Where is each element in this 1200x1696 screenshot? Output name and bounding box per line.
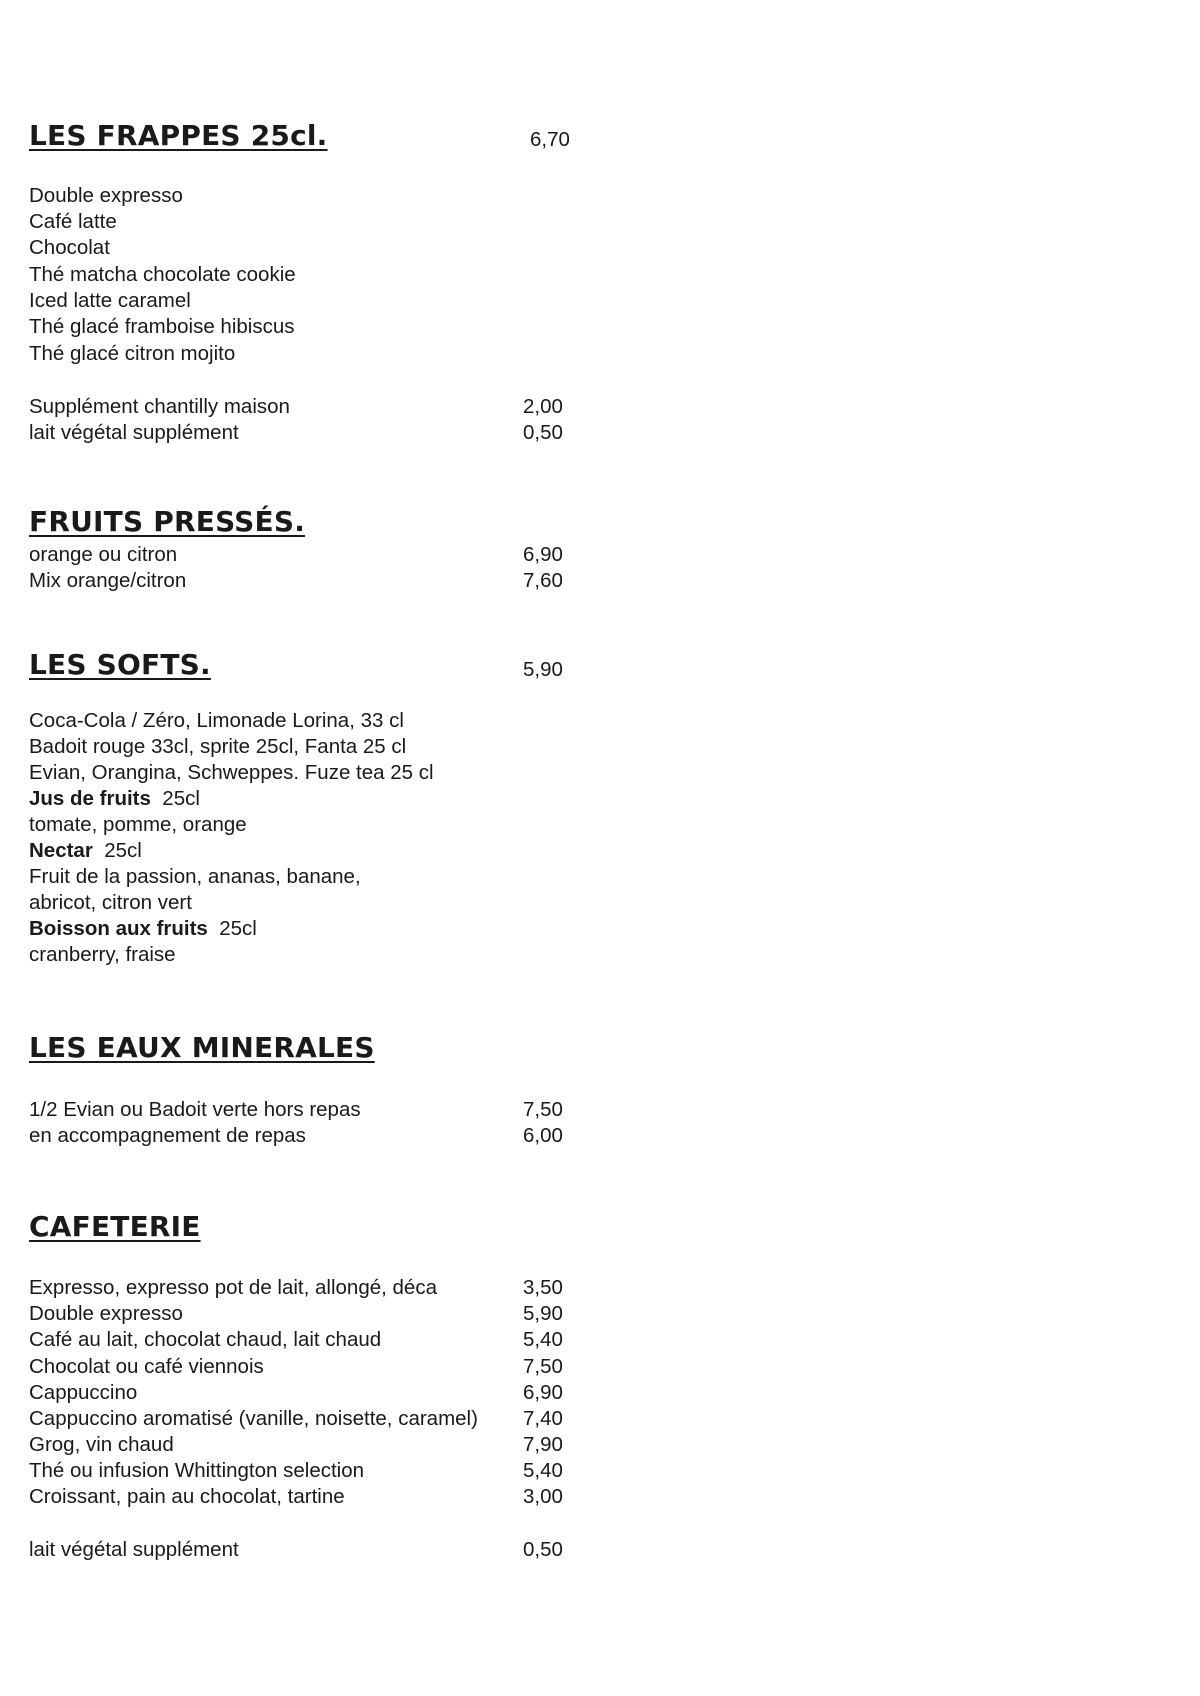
section-title-eaux: LES EAUX MINERALES (29, 1031, 375, 1064)
list-item (29, 838, 142, 864)
list-item: Fruit de la passion, ananas, banane, (29, 865, 361, 888)
extra-price: 2,00 (523, 395, 563, 418)
list-item: Double expresso (29, 184, 183, 207)
list-item: Chocolat (29, 236, 110, 259)
item-label: en accompagnement de repas (29, 1124, 306, 1147)
section-title-softs: LES SOFTS. (29, 648, 211, 681)
frappes-price: 6,70 (530, 128, 570, 151)
item-price: 5,40 (523, 1328, 563, 1351)
subheading-jus: Jus de fruits (29, 787, 151, 810)
section-title-cafeterie: CAFETERIE (29, 1210, 201, 1243)
item-price: 5,90 (523, 1302, 563, 1325)
item-label: Chocolat ou café viennois (29, 1355, 264, 1378)
item-price: 5,40 (523, 1459, 563, 1482)
item-price: 6,00 (523, 1124, 563, 1147)
list-item: Thé matcha chocolate cookie (29, 263, 296, 286)
section-title-fruits: FRUITS PRESSÉS. (29, 505, 306, 538)
section-title-frappes: LES FRAPPES 25cl. (29, 119, 328, 152)
list-item: Thé glacé framboise hibiscus (29, 315, 295, 338)
item-label: Grog, vin chaud (29, 1433, 174, 1456)
list-item: abricot, citron vert (29, 891, 192, 914)
extra-label: lait végétal supplément (29, 421, 239, 444)
item-price: 7,40 (523, 1407, 563, 1430)
list-item: Iced latte caramel (29, 289, 191, 312)
list-item (29, 786, 200, 812)
item-price: 6,90 (523, 1381, 563, 1404)
item-label: Expresso, expresso pot de lait, allongé, déca (29, 1276, 437, 1299)
list-item: Evian, Orangina, Schweppes. Fuze tea 25 cl (29, 761, 434, 784)
size-label: 25cl (162, 787, 200, 810)
list-item: Café latte (29, 210, 117, 233)
item-label: orange ou citron (29, 543, 178, 566)
extra-price: 0,50 (523, 1538, 563, 1561)
list-item (29, 916, 257, 942)
size-label: 25cl (219, 917, 257, 940)
list-item: Badoit rouge 33cl, sprite 25cl, Fanta 25 cl (29, 735, 407, 758)
list-item: tomate, pomme, orange (29, 813, 247, 836)
size-label: 25cl (104, 839, 142, 862)
item-price: 7,50 (523, 1098, 563, 1121)
item-label: Cappuccino (29, 1381, 138, 1404)
item-label: Mix orange/citron (29, 569, 187, 592)
item-label: Thé ou infusion Whittington selection (29, 1459, 365, 1482)
item-price: 7,90 (523, 1433, 563, 1456)
list-item: Thé glacé citron mojito (29, 342, 236, 365)
subheading-boisson: Boisson aux fruits (29, 917, 208, 940)
item-price: 7,60 (523, 569, 563, 592)
item-price: 3,00 (523, 1485, 563, 1508)
subheading-nectar: Nectar (29, 839, 93, 862)
softs-price: 5,90 (523, 658, 563, 681)
item-price: 7,50 (523, 1355, 563, 1378)
list-item: Coca-Cola / Zéro, Limonade Lorina, 33 cl (29, 709, 404, 732)
list-item: cranberry, fraise (29, 943, 176, 966)
item-label: 1/2 Evian ou Badoit verte hors repas (29, 1098, 361, 1121)
item-label: Café au lait, chocolat chaud, lait chaud (29, 1328, 382, 1351)
extra-label: lait végétal supplément (29, 1538, 239, 1561)
item-price: 6,90 (523, 543, 563, 566)
extra-label: Supplément chantilly maison (29, 395, 290, 418)
item-price: 3,50 (523, 1276, 563, 1299)
item-label: Double expresso (29, 1302, 183, 1325)
item-label: Cappuccino aromatisé (vanille, noisette, caramel) (29, 1407, 478, 1430)
extra-price: 0,50 (523, 421, 563, 444)
item-label: Croissant, pain au chocolat, tartine (29, 1485, 345, 1508)
